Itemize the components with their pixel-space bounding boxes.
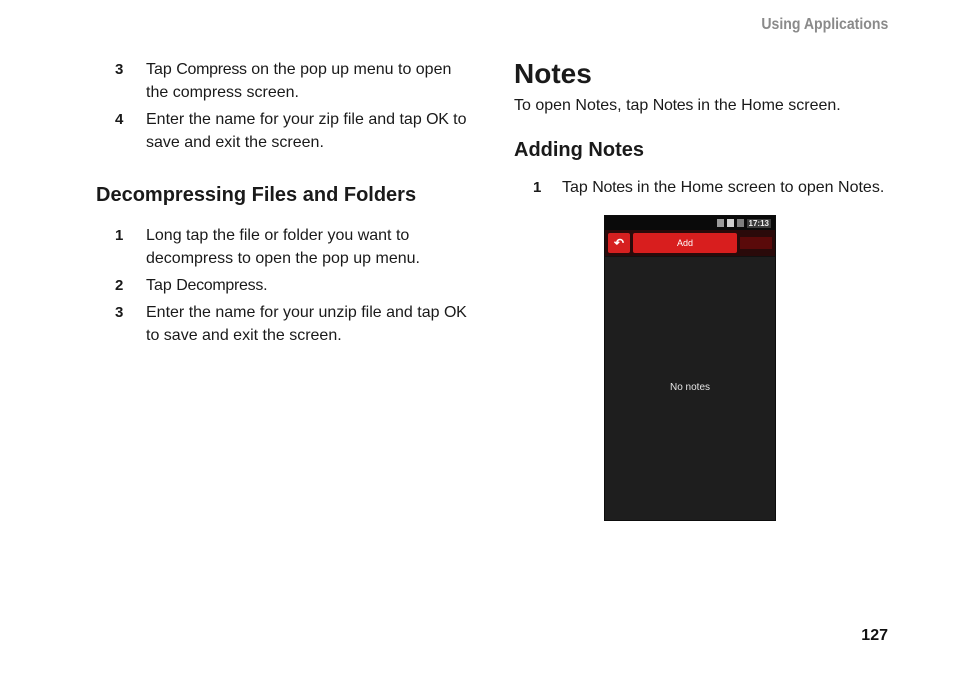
step (96, 274, 476, 297)
step (96, 301, 476, 347)
step-term: OK (426, 111, 449, 128)
intro-text: To open Notes, tap (514, 97, 653, 114)
step-text: . (263, 277, 268, 294)
header-title: Using Applications (761, 16, 888, 33)
step-text: Tap (146, 277, 177, 294)
section-heading: Adding Notes (514, 139, 644, 161)
phone-screenshot (604, 215, 776, 521)
step-term: Notes (592, 179, 633, 196)
back-arrow-icon: ↶ (613, 236, 625, 250)
step-number: 1 (533, 179, 542, 196)
step-term: Decompress (176, 277, 264, 294)
step-text: Tap (146, 61, 177, 78)
step-text: on the pop up menu to open the compress screen. (146, 61, 452, 101)
step-number: 4 (115, 111, 124, 128)
signal-icon (727, 219, 734, 227)
step-text: Enter the name for your unzip file and tap (146, 304, 444, 321)
page-title: Notes (514, 58, 592, 89)
step-text: Long tap the file or folder you want to decompress to open the pop up menu. (146, 227, 420, 267)
step-number: 2 (115, 277, 124, 294)
status-bar (605, 216, 775, 230)
step-text: to save and exit the screen. (146, 327, 342, 344)
add-button[interactable]: Add (633, 233, 737, 253)
left-column (96, 58, 476, 351)
step-number: 1 (115, 227, 124, 244)
step (96, 224, 476, 270)
right-column (514, 58, 904, 203)
step (96, 58, 476, 104)
notes-status-icon (717, 219, 724, 227)
empty-state-message: No notes (669, 382, 711, 393)
back-button[interactable] (608, 233, 630, 253)
intro-text: in the Home screen. (693, 97, 841, 114)
status-time: 17:13 (748, 218, 769, 228)
app-bar-filler (740, 237, 772, 249)
intro-term: Notes (652, 97, 694, 114)
app-bar (605, 230, 775, 257)
step-number: 3 (115, 304, 124, 321)
step (96, 108, 476, 154)
intro-paragraph (514, 94, 904, 117)
battery-icon (737, 219, 744, 227)
step (514, 176, 904, 199)
step-text: in the Home screen to open Notes. (632, 179, 885, 196)
step-text: to save and exit the screen. (146, 111, 467, 151)
section-heading: Decompressing Files and Folders (96, 184, 417, 206)
step-text: Tap (562, 179, 593, 196)
step-term: Compress (176, 61, 247, 78)
step-text: Enter the name for your zip file and tap (146, 111, 427, 128)
step-number: 3 (115, 61, 124, 78)
page-number: 127 (861, 627, 888, 644)
step-term: OK (443, 304, 467, 321)
